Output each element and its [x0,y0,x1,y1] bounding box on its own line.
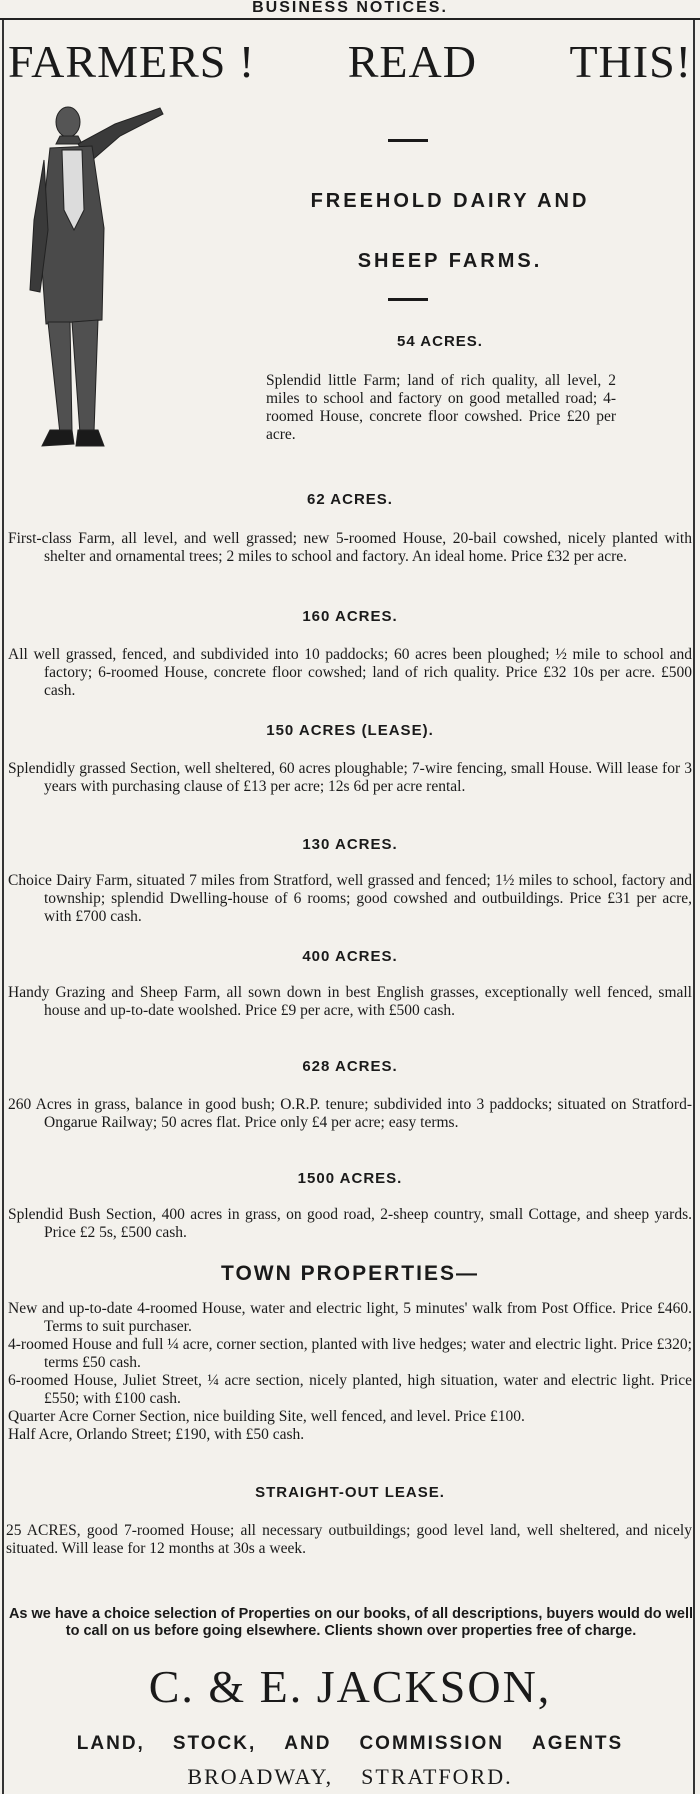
listing-text: All well grassed, fenced, and subdivided into 10 paddocks; 60 acres been ploughed; ½ mile to school and factory; 6-roomed House, concrete floor cowshed; land of rich quality. Price £32 10s per acre. £500 cash. [8,646,692,699]
list-item: 4-roomed House and full ¼ acre, corner section, planted with live hedges; water and electric light. Price £320; terms £50 cash. [8,1336,692,1371]
right-border [693,20,695,1794]
listing-acres: 150 ACRES (LEASE). [266,722,434,739]
listing-text: First-class Farm, all level, and well grassed; new 5-roomed House, 20-bail cowshed, nicely planted with shelter and ornamental trees; 2 miles to school and factory. An ideal home. Price £32 per acre. [8,530,692,565]
listing-text: Splendidly grassed Section, well sheltered, 60 acres ploughable; 7-wire fencing, small House. Will lease for 3 years with purchasing clause of £13 per acre; 12s 6d per acre rental. [8,760,692,795]
list-item: New and up-to-date 4-roomed House, water and electric light, 5 minutes' walk from Post Office. Price £460. Terms to suit purchaser. [8,1300,692,1335]
listing-acres: 400 ACRES. [302,948,398,965]
intro-heading-line1: FREEHOLD DAIRY AND [310,190,590,212]
lease-heading: STRAIGHT-OUT LEASE. [255,1484,445,1501]
listing-acres: 1500 ACRES. [297,1170,403,1187]
listing-acres: 130 ACRES. [302,836,398,853]
listing-text: Splendid Bush Section, 400 acres in grass, on good road, 2-sheep country, small Cottage, and sheep yards. Price £2 5s, £500 cash. [8,1206,692,1241]
listing-text: Handy Grazing and Sheep Farm, all sown down in best English grasses, exceptionally well fenced, small house and up-to-date woolshed. Price £9 per acre, with £500 cash. [8,984,692,1019]
listing-text: 260 Acres in grass, balance in good bush; O.R.P. tenure; subdivided into 3 paddocks; situated on Stratford-Ongarue Railway; 50 acres flat. Price only £4 per acre; easy terms. [8,1096,692,1131]
firm-address: BROADWAY, STRATFORD. [187,1764,513,1789]
firm-name: C. & E. JACKSON, [148,1661,552,1712]
pointing-man-illustration [20,100,170,470]
list-item: Half Acre, Orlando Street; £190, with £50 cash. [8,1426,305,1443]
listing-text: Splendid little Farm; land of rich quality, all level, 2 miles to school and factory on good metalled road; 4-roomed House, concrete floor cowshed. Price £20 per acre. [266,372,616,443]
headline-word-read: READ [347,36,477,87]
intro-rule-bottom [388,298,428,301]
left-border [2,20,4,1794]
firm-role: LAND, STOCK, AND COMMISSION AGENTS [76,1733,624,1754]
listing-acres: 160 ACRES. [302,608,398,625]
intro-rule-top [388,139,428,142]
headline-word-this: THIS! [569,36,692,87]
lease-text: 25 ACRES, good 7-roomed House; all necessary outbuildings; good level land, well sheltered, and nicely situated. Will lease for 12 months at 30s a week. [6,1522,692,1557]
headline [8,34,692,94]
town-properties-heading: TOWN PROPERTIES— [221,1262,479,1285]
town-properties-list [6,1300,692,1444]
header-rule [0,18,700,20]
list-item: Quarter Acre Corner Section, nice building Site, well fenced, and level. Price £100. [8,1408,525,1425]
headline-word-farmers: FARMERS ! [8,36,256,87]
list-item: 6-roomed House, Juliet Street, ¼ acre section, nicely planted, high situation, water and electric light. Price £550; with £100 cash. [8,1372,692,1407]
intro-heading-line2: SHEEP FARMS. [357,250,543,272]
listing-text: Choice Dairy Farm, situated 7 miles from Stratford, well grassed and fenced; 1½ miles to school, factory and township; splendid Dwelling-house of 6 rooms; good cowshed and outbuildings. Price £31 per acre, with £700 cash. [8,872,692,925]
listing-acres: 628 ACRES. [302,1058,398,1075]
listing-acres: 62 ACRES. [307,491,393,508]
closing-notice: As we have a choice selection of Properties on our books, of all descriptions, buyers would do well to call on us before going elsewhere. Clients shown over properties free of charge. [8,1606,694,1639]
section-header: BUSINESS NOTICES. [252,0,448,16]
listing-acres: 54 ACRES. [397,333,483,350]
